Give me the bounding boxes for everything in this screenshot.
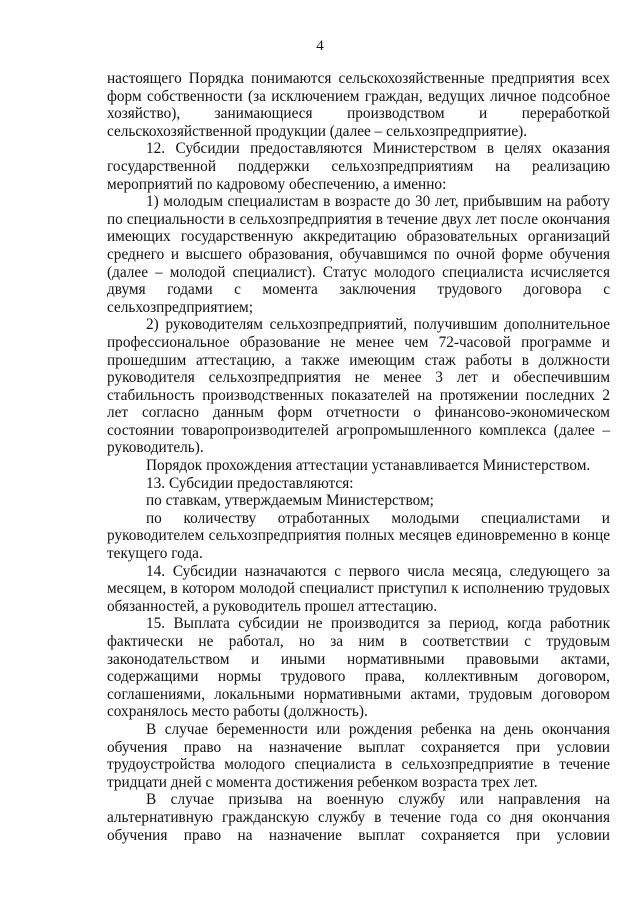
paragraph-item-12-2-managers: 2) руководителям сельхозпредприятий, получившим дополнительное профессиональное образование не менее чем 72-часовой программе и прошедшим аттестацию, а также имеющим стаж работы в должности руководителя сельхозпредприятия не менее 3 лет и обеспечившим стабильность производственных показателей на протяжении последних 2 лет согласно данным форм отчетности о финансово-экономическом состоянии товаропроизводителей агропромышленного комплекса (далее – руководитель). xyxy=(107,316,610,457)
document-body xyxy=(107,70,610,844)
paragraph-item-13: 13. Субсидии предоставляются: xyxy=(146,474,354,492)
paragraph-pregnancy-case: В случае беременности или рождения ребенка на день окончания обучения право на назначение выплат сохраняется при условии трудоустройства молодого специалиста в сельхозпредприятие в течение тридцати дней с момента достижения ребенком возраста трех лет. xyxy=(107,720,610,791)
page-number: 4 xyxy=(316,38,324,54)
paragraph-military-service-case: В случае призыва на военную службу или направления на альтернативную гражданскую службу в течение года со дня окончания обучения право на назначение выплат сохраняется при условии xyxy=(107,791,610,844)
paragraph-item-15: 15. Выплата субсидии не производится за период, когда работник фактически не работал, но за ним в соответствии с трудовым законодательством и иными нормативными правовыми актами, содержащими нормы трудового права, коллективным договором, соглашениями, локальными нормативными актами, трудовым договором сохранялось место работы (должность). xyxy=(107,615,610,721)
paragraph-definition-continuation: настоящего Порядка понимаются сельскохозяйственные предприятия всех форм собственности (за исключением граждан, ведущих личное подсобное хозяйство), занимающиеся производством и переработкой сельскохозяйственной продукции (далее – сельхозпредприятие). xyxy=(107,70,610,140)
paragraph-item-14: 14. Субсидии назначаются с первого числа месяца, следующего за месяцем, в котором молодой специалист приступил к исполнению трудовых обязанностей, а руководитель прошел аттестацию. xyxy=(107,562,610,615)
paragraph-item-12: 12. Субсидии предоставляются Министерством в целях оказания государственной поддержки сельхозпредприятиям на реализацию мероприятий по кадровому обеспечению, а именно: xyxy=(107,140,610,193)
paragraph-item-13-rates: по ставкам, утверждаемым Министерством; xyxy=(146,492,434,510)
paragraph-item-12-1-young-specialists: 1) молодым специалистам в возрасте до 30 лет, прибывшим на работу по специальности в сельхозпредприятия в течение двух лет после окончания имеющих государственную аккредитацию образовательных организаций среднего и высшего образования, обучавшимся по очной форме обучения (далее – молодой специалист). Статус молодого специалиста исчисляется двумя годами с момента заключения трудового договора с сельхозпредприятием; xyxy=(107,193,610,316)
paragraph-item-13-months: по количеству отработанных молодыми специалистами и руководителем сельхозпредприятия полных месяцев единовременно в конце текущего года. xyxy=(107,509,610,563)
paragraph-attestation-order: Порядок прохождения аттестации устанавливается Министерством. xyxy=(146,457,591,475)
